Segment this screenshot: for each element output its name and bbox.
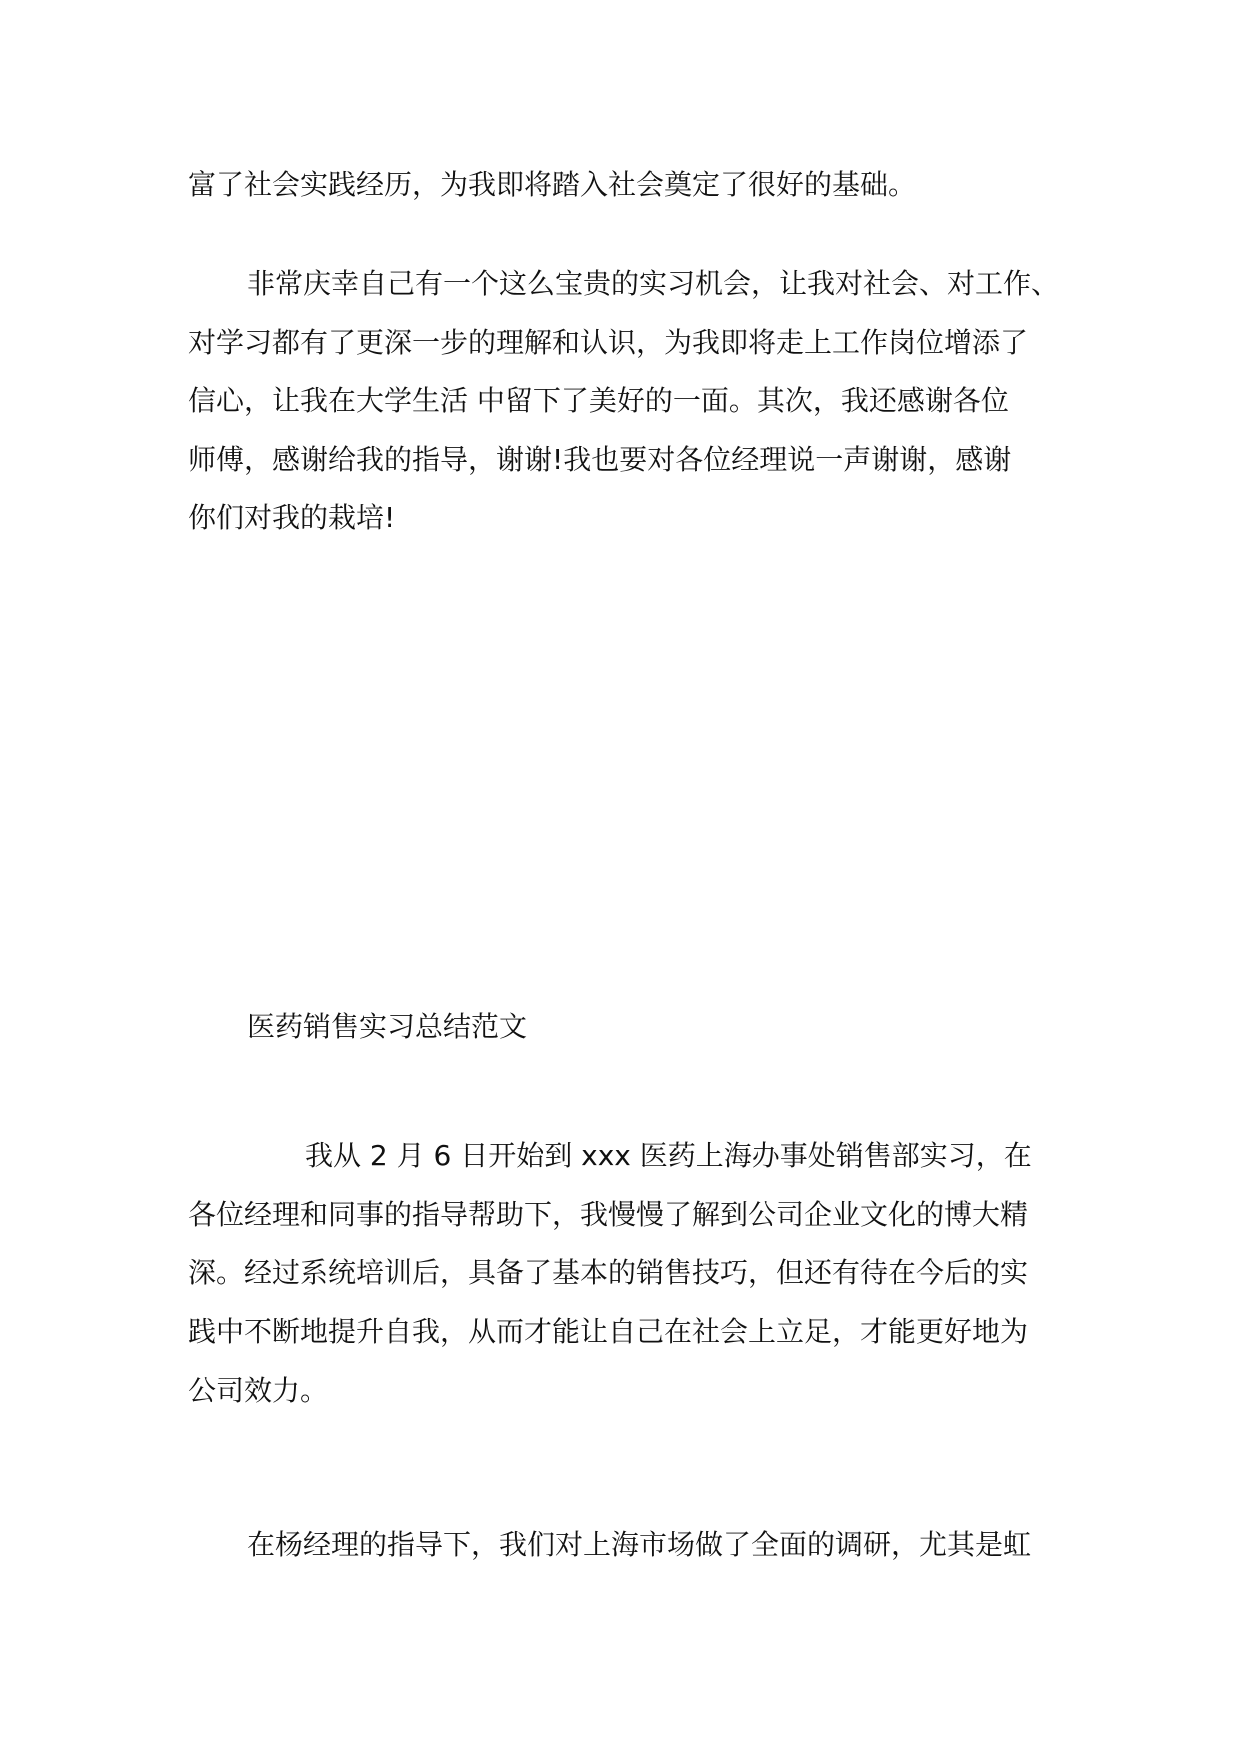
paragraph-line: 你们对我的栽培! <box>188 501 396 534</box>
paragraph-line: 我从 2 月 6 日开始到 xxx 医药上海办事处销售部实习，在 <box>305 1139 1032 1172</box>
paragraph-line: 各位经理和同事的指导帮助下，我慢慢了解到公司企业文化的博大精 <box>188 1198 1029 1231</box>
paragraph-line: 富了社会实践经历，为我即将踏入社会奠定了很好的基础。 <box>188 168 917 201</box>
paragraph-line: 践中不断地提升自我，从而才能让自己在社会上立足，才能更好地为 <box>188 1315 1029 1348</box>
section-title: 医药销售实习总结范文 <box>247 1010 528 1043</box>
paragraph-line: 对学习都有了更深一步的理解和认识，为我即将走上工作岗位增添了 <box>188 326 1029 359</box>
paragraph-line: 公司效力。 <box>188 1374 329 1407</box>
paragraph-line: 深。经过系统培训后，具备了基本的销售技巧，但还有待在今后的实 <box>188 1256 1029 1289</box>
paragraph-line: 信心，让我在大学生活 中留下了美好的一面。其次，我还感谢各位 <box>188 384 1009 417</box>
paragraph-line: 在杨经理的指导下，我们对上海市场做了全面的调研，尤其是虹 <box>247 1528 1032 1561</box>
paragraph-line: 师傅，感谢给我的指导，谢谢!我也要对各位经理说一声谢谢，感谢 <box>188 443 1012 476</box>
paragraph-line: 非常庆幸自己有一个这么宝贵的实习机会，让我对社会、对工作、 <box>247 267 1060 300</box>
